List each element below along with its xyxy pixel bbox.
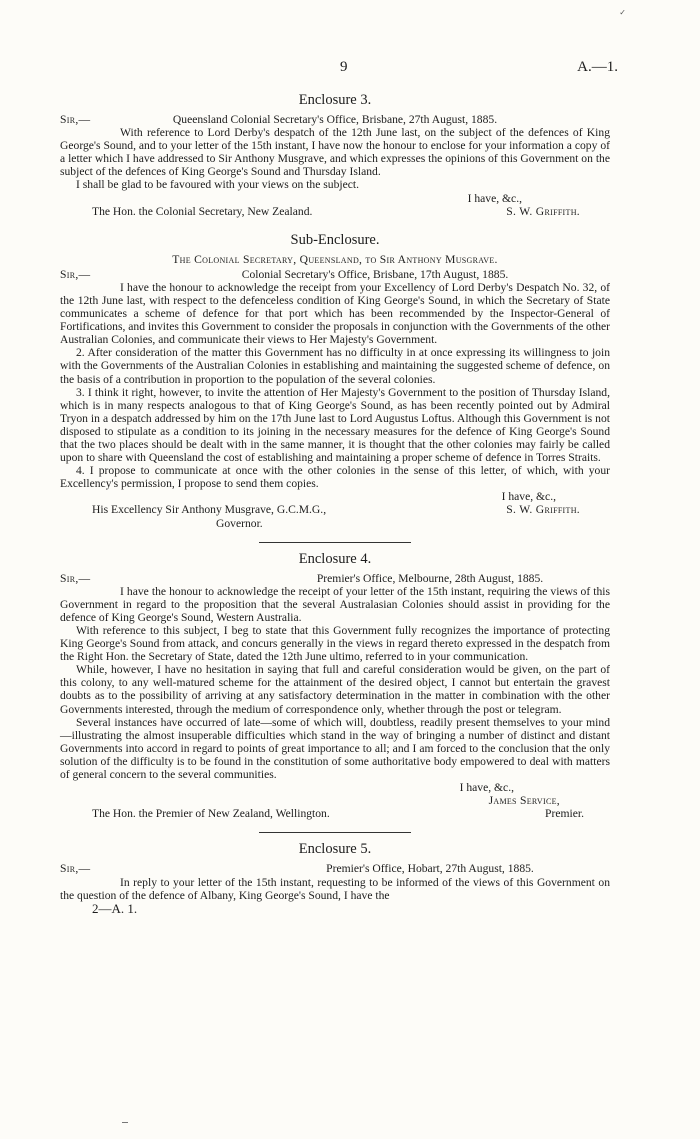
signer-title: Premier. xyxy=(545,807,584,821)
stray-mark: ✓ xyxy=(619,8,626,17)
sender-address: Premier's Office, Hobart, 27th August, 1885. xyxy=(326,862,534,876)
sub-enclosure-heading: Sir,— Colonial Secretary's Office, Brisbane, 17th August, 1885. xyxy=(60,268,610,281)
enclosure-5-paragraph-1: In reply to your letter of the 15th instant, requesting to be informed of the views of this Government on the question of the defence of Albany, King George's Sound, I have the xyxy=(60,875,610,902)
enclosure-3-heading: Sir,— Queensland Colonial Secretary's Office, Brisbane, 27th August, 1885. xyxy=(60,113,610,126)
page-number: 9 xyxy=(340,59,348,75)
enclosure-4-paragraph-3: While, however, I have no hesitation in saying that full and careful consideration would be given, on the part of this colony, to any well-matured scheme for the attainment of the desired object, I cannot but entertain the gravest doubts as to the possibility of arriving at any satisfactory determination in the matter in combination with the other Governments interested, through the medium of correspondence only, whether through the post or telegram. xyxy=(60,663,610,716)
enclosure-4-heading: Sir,— Premier's Office, Melbourne, 28th August, 1885. xyxy=(60,572,610,585)
closing: I have, &c., xyxy=(501,490,556,504)
enclosure-3-paragraph-1: With reference to Lord Derby's despatch of the 12th June last, on the subject of the defences of King George's Sound, and to your letter of the 15th instant, I have now the honour to enclose for your information a copy of a letter which I have addressed to Sir Anthony Musgrave, and which expresses the opinions of this Government on the subject of the defences of King George's Sound and Thursday Island. xyxy=(60,126,610,179)
enclosure-4-paragraph-4: Several instances have occurred of late—some of which will, doubtless, readily present themselves to your mind—illustrating the almost insuperable difficulties which stand in the way of bringing a number of distinct and distant Governments into accord in regard to points of great importance to all; and I am forced to the conclusion that the only solution of the difficulty is to be found in the constitution of some authoritative body empowered to deal with matters of general concern to the several communities. xyxy=(60,715,610,782)
enclosure-4-signature-row xyxy=(60,807,610,820)
recipient: The Hon. the Premier of New Zealand, Wellington. xyxy=(92,807,330,821)
bottom-mark xyxy=(122,1122,128,1123)
signature: S. W. Griffith. xyxy=(506,204,580,218)
sender-address: Premier's Office, Melbourne, 28th August, 1885. xyxy=(316,571,544,585)
sub-enclosure-signature-row xyxy=(60,503,610,516)
page-header xyxy=(60,0,626,80)
printer-signature-mark: 2—A. 1. xyxy=(92,900,138,916)
enclosure-4-paragraph-2: With reference to this subject, I beg to state that this Government fully recognizes the importance of protecting King George's Sound from attack, and concurs generally in the views in regard thereto expressed in the despatch from the Right Hon. the Secretary of State, dated the 12th June ultimo, referred to in your communication. xyxy=(60,624,610,664)
recipient: The Hon. the Colonial Secretary, New Zealand. xyxy=(92,204,313,218)
enclosure-5-heading: Sir,— Premier's Office, Hobart, 27th August, 1885. xyxy=(60,862,610,875)
recipient: His Excellency Sir Anthony Musgrave, G.C.M.G., xyxy=(92,503,327,517)
enclosure-4-paragraph-1: I have the honour to acknowledge the receipt of your letter of the 15th instant, requiring the views of this Government in regard to the proposition that the several Australasian Colonies should assist in providing for the defence of King George's Sound, Western Australia. xyxy=(60,584,610,624)
enclosure-3-title: Enclosure 3. xyxy=(298,92,372,108)
sender-address: Colonial Secretary's Office, Brisbane, 17th August, 1885. xyxy=(241,267,509,281)
closing: I have, &c., xyxy=(467,191,522,205)
sub-enclosure-title: Sub-Enclosure. xyxy=(290,231,380,248)
enclosure-5 xyxy=(60,841,610,901)
document-page xyxy=(60,0,626,916)
enclosure-3 xyxy=(60,92,610,218)
sub-enclosure-paragraph-3: 3. I think it right, however, to invite the attention of Her Majesty's Government to the position of Thursday Island, which is in many respects analogous to that of King George's Sound, as has been recently pointed out by Admiral Tryon in a despatch addressed by him on the 17th June last to Lord Augustus Loftus. Although this Government is not disposed to stipulate as a condition to its joining in the necessary measures for the defence of King George's Sound that the two places should be dealt with in the same manner, it is thought that the other colonies may fairly be called upon to share with Queensland the cost of establishing and maintaining a proper scheme of defence in Torres Straits. xyxy=(60,385,610,465)
sender-address: Queensland Colonial Secretary's Office, Brisbane, 27th August, 1885. xyxy=(172,113,498,126)
enclosure-5-title: Enclosure 5. xyxy=(298,841,372,858)
enclosure-4-title: Enclosure 4. xyxy=(298,550,372,567)
sub-enclosure-paragraph-2: 2. After consideration of the matter this Government has no difficulty in at once expressing its willingness to join with the Governments of the Australian Colonies in establishing and maintaining the suggested scheme of defence, on the basis of a contribution in proportion to the population of the several colonies. xyxy=(60,346,610,386)
signature: James Service, xyxy=(488,794,560,808)
signature: S. W. Griffith. xyxy=(506,503,580,517)
enclosure-3-paragraph-2: I shall be glad to be favoured with your views on the subject. xyxy=(76,178,360,192)
enclosure-4 xyxy=(60,551,610,821)
recipient-title: Governor. xyxy=(216,516,263,530)
sub-enclosure-paragraph-4: 4. I propose to communicate at once with the other colonies in the sense of this letter, of which, with your Excellency's permission, I propose to send them copies. xyxy=(60,464,610,491)
enclosure-3-signature-row xyxy=(60,205,610,218)
document-reference: A.—1. xyxy=(577,59,618,75)
sub-enclosure-paragraph-1: I have the honour to acknowledge the receipt from your Excellency of Lord Derby's Despatch No. 32, of the 12th June last, with respect to the defenceless condition of King George's Sound, in which the Secretary of State communicates a scheme of defence for that port which has been recommended by the Inspector-General of Fortifications, and invites this Government to consider the proposals in conjunction with the Governments of the other Australian Colonies, and communicate their views to Her Majesty's Government. xyxy=(60,280,610,347)
sub-enclosure xyxy=(60,232,610,530)
section-divider xyxy=(259,542,411,543)
sub-enclosure-subtitle: The Colonial Secretary, Queensland, to Sir Anthony Musgrave. xyxy=(172,252,498,266)
closing: I have, &c., xyxy=(459,781,514,795)
section-divider xyxy=(259,832,411,833)
